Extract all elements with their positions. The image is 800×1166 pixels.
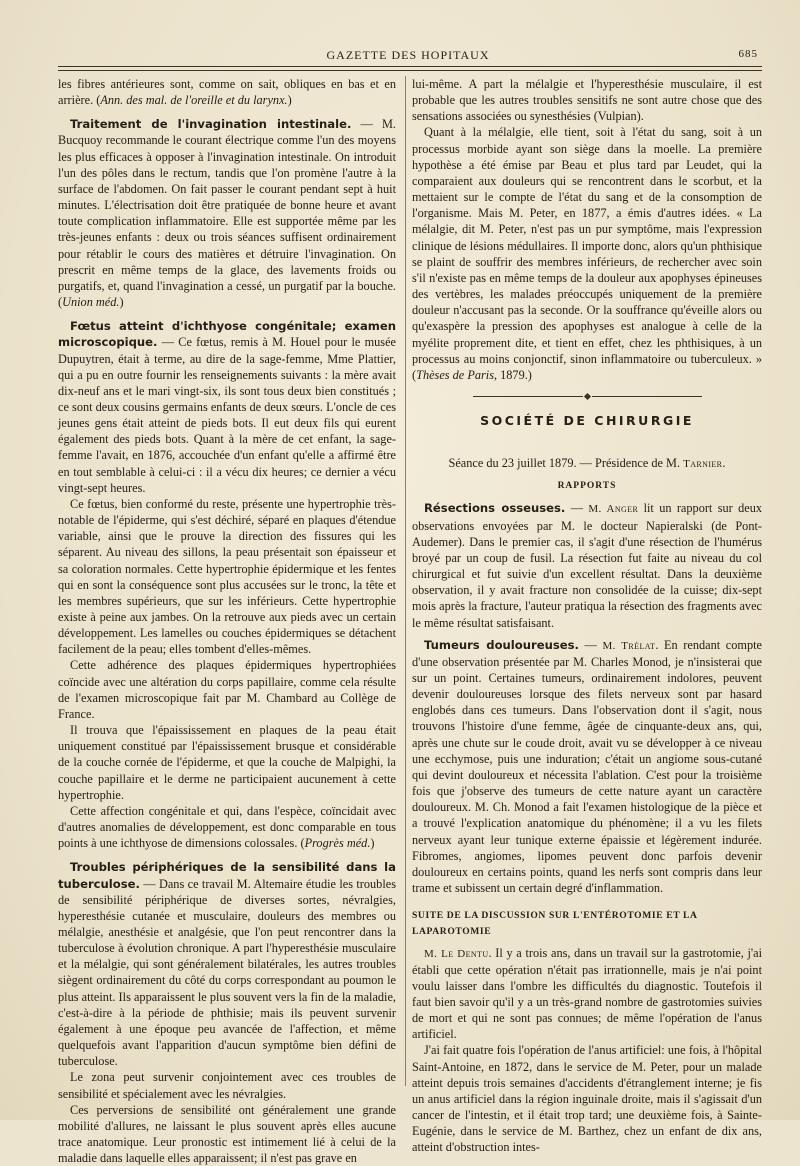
paragraph (412, 124, 762, 383)
president-name: Tarnier (683, 458, 723, 471)
paragraph: Ces perversions de sensibilité ont généralement une grande mobilité d'allures, ne laissant le plus souvent après elles aucune trace anatomique. Leur pronostic est intimement lié à celui de la maladie dans laquelle elles apparaissent; il n'est pas grave en (58, 1102, 396, 1166)
text: — (565, 501, 589, 516)
speaker-name: M. Trélat (602, 639, 656, 652)
paragraph: Il trouva que l'épaississement en plaques de la peau était uniquement constitué par l'épaississement brusque et considérable de la couche cornée de l'épiderme, et que la couche de Malpighi, la couche papillaire et le derme ne participaient aucunement à cette hypertrophie. (58, 723, 396, 802)
article-text: — Dans ce travail M. Altemaire étudie les troubles de sensibilité périphérique de diverses sortes, névralgies, hyperesthésie cutanée et musculaire, douleurs des membres ou mélalgie, anesthésie et analgésie, que l'on peut rencontrer dans la tuberculose à évolution chronique. A part l'hyperesthésie musculaire et la mélalgie, qui sont généralement bilatérales, les autres troubles siègent ordinairement du côté du corps correspondant au poumon le plus atteint. Ils apparaissent le plus souvent vers la fin de la maladie, c'est-à-dire à la période de phthisie; mais ils peuvent survenir également à une époque peu avancée de l'affection, et même quelquefois avant l'apparition d'aucun symptôme bien défini de tuberculose. (58, 876, 396, 1069)
rapport-resections (412, 500, 762, 630)
article-text: lit un rapport sur deux observations envoyées par M. le docteur Napieralski (de Pont-Audemer). Dans le premier cas, il s'agit d'une résection de l'humérus broyé par un coup de fusil. La résection fut faite au niveau du col chirurgical et fut suivie d'un excellent résultat. Dans la deuxième observation, il y avait fracture non consolidée de la cuisse; dix-sept mois après la fracture, l'auteur pratiqua la résection des fragments avec le même résultat satisfaisant. (412, 501, 762, 630)
speaker-name: M. Anger (588, 503, 639, 516)
article-heading: Troubles périphériques de la sensibilité dans la tuberculose. (58, 860, 396, 891)
article-troubles-sensibilite (58, 859, 396, 1069)
paragraph (58, 803, 396, 851)
article-heading: Fœtus atteint d'ichthyose congénitale; examen microscopique. (58, 319, 396, 350)
article-heading: Résections osseuses. (424, 501, 566, 516)
text: . (722, 456, 726, 471)
text: Séance du 23 juillet 1879. — Présidence de M. (448, 456, 684, 471)
article-text: — M. Bucquoy recommande le courant électrique comme l'un des moyens les plus efficaces à opposer à l'invagination intestinale. On introduit l'un des pôles dans le rectum, tandis que l'on promène l'autre à la surface de l'abdomen. On fait passer le courant pendant sept à huit minutes. L'électrisation doit être pratiquée de bonne heure et avant toute complication inflammatoire. Elle est supportée même par les très-jeunes enfants : deux ou trois séances suffisent ordinairement pour rétablir le cours des matières et détruire l'invagination. On prescrit en même temps de la glace, des lavements froids ou purgatifs, et, quand l'invagination a cessé, un purgatif par la bouche. ( (58, 117, 396, 310)
text: les fibres antérieures sont, comme on sait, obliques en bas et en arrière. ( (58, 77, 396, 108)
right-column (412, 76, 762, 1156)
page-number: 685 (738, 48, 758, 60)
paragraph-continuation: lui-même. A part la mélalgie et l'hyperesthésie musculaire, il est probable que les autres troubles sensitifs ne sont autre chose que des sensations associées ou synesthésies (Vulpian). (412, 77, 762, 124)
citation: Ann. des mal. de l'oreille et du larynx. (100, 93, 288, 108)
text: Cette affection congénitale et qui, dans l'espèce, coïncidait avec d'autres anomalies de développement, est donc comparable en tous points à une ichthyose de dimensions colossales. ( (58, 803, 396, 851)
citation: Thèses de Paris, (416, 367, 498, 382)
page-header (58, 48, 758, 64)
section-heading-societe: SOCIÉTÉ DE CHIRURGIE (480, 412, 694, 428)
article-heading: Tumeurs douloureuses. (424, 637, 579, 652)
citation: Union méd. (62, 295, 120, 310)
journal-title: GAZETTE DES HOPITAUX (326, 48, 490, 62)
paragraph: Le zona peut survenir conjointement avec ces troubles de sensibilité et spécialement avec les névralgies. (58, 1070, 396, 1101)
header-rule-thick (58, 70, 762, 71)
section-ornament (412, 387, 762, 395)
paragraph: Ce fœtus, bien conformé du reste, présente une hypertrophie très-notable de l'épiderme, qui s'est déchiré, séparé en plaques d'étendue variable, ainsi que le prouve la direction des fissures qui les séparent. Au niveau des sillons, la peau présentait son épaisseur et sa coloration normales. Cette hypertrophie épidermique et les fentes qui en sont la conséquence sont plus accusées sur le tronc, la tête et les membres supérieurs, que sur les inférieurs. Cette hypertrophie existe à peine aux jambes. On la retrouve aux pieds avec un certain développement. Les lamelles ou couches épidermiques se détachent facilement de la peau; elles tombent d'elles-mêmes. (58, 496, 396, 657)
article-text: . Il y a trois ans, dans un travail sur la gastrotomie, j'ai établi que cette opération n'était pas irrationnelle, mais je n'ai point voulu laisser dans l'ombre les difficultés du diagnostic. Toutefois il faut bien savoir qu'il y a un très-grand nombre de gastrotomies suivies de mort et qui ne sont pas connues; de même l'opération de l'anus artificiel. (412, 945, 762, 1042)
seance-line (412, 455, 762, 472)
text: Quant à la mélalgie, elle tient, soit à l'état du sang, soit à un processus morbide ayant son siège dans la moelle. La première hypothèse a été émise par Beau et plus tard par Leudet, qui la comparaient aux douleurs qui se rencontrent dans le scorbut, et la mettaient sur le compte de l'état du sang et de la consomption de l'organisme. Mais M. Peter, en 1877, a émis d'autres idées. « La mélalgie, dit M. Peter, n'est pas un pur symptôme, mais l'expression clinique de lésions médullaires. Il importe donc, alors qu'un phthisique se plaint de souffrir des membres inférieurs, de rechercher avec soin s'il n'existe pas en même temps de la douleur aux apophyses épineuses des vertèbres, les malades préoccupés uniquement de la première douleur n'accusant pas la seconde. Or la souffrance qu'éveille alors ou qu'exaspère la pression des apophyses est analogue à celle de la myélite proprement dite, et tient en effet, chez les phthisiques, à un processus au moins conjonctif, sinon inflammatoire ou tuberculeux. » ( (412, 125, 762, 382)
text: — (578, 637, 603, 652)
text: ) (119, 295, 124, 310)
subsection-heading-discussion: SUITE DE LA DISCUSSION SUR L'ENTÉROTOMIE ET LA LAPAROTOMIE (412, 910, 698, 938)
header-rule-thin (58, 66, 762, 67)
text: ) (287, 93, 292, 108)
discussion-le-dentu (412, 945, 762, 1043)
text: 1879.) (497, 367, 532, 382)
citation: Progrès méd. (304, 836, 371, 851)
paragraph: J'ai fait quatre fois l'opération de l'anus artificiel: une fois, à l'hôpital Saint-Antoine, en 1872, dans le service de M. Peter, pour un malade atteint depuis trois semaines d'accidents d'étranglement interne; je fis un anus artificiel dans la région inguinale droite, mais il s'agissait d'un cancer de l'intestin, et il était trop tard; une deuxième fois, à Sainte-Eugénie, dans le service de M. Barthez, chez un enfant de dix ans, atteint d'obstruction intes- (412, 1043, 762, 1155)
column-separator (405, 76, 406, 1086)
paragraph-continuation (58, 76, 396, 108)
speaker-name: M. Le Dentu (424, 947, 489, 960)
article-heading: Traitement de l'invagination intestinale. (70, 117, 352, 132)
article-ichthyose (58, 318, 396, 496)
left-column (58, 76, 396, 1166)
subsection-heading-rapports: RAPPORTS (557, 481, 617, 492)
paragraph: Cette adhérence des plaques épidermiques hypertrophiées coïncide avec une altération du corps papillaire, comme cela résulte de l'examen microscopique fait par M. Chambard au Collège de France. (58, 658, 396, 721)
article-text: — Ce fœtus, remis à M. Houel pour le musée Dupuytren, était à terme, au dire de la sage-femme, Mme Plattier, qui a pu en outre fournir les renseignements suivants : la mère avait dix-neuf ans et le mari vingt-six, ils sont tous deux bien constitués ; ce sont deux cousins germains enfants de deux sœurs. L'oncle de ces jeunes gens était atteint de pieds bots. Il eut deux fils qui eurent également des pieds bots. Quant à la mère de cet enfant, la sage-femme l'avait, en 1876, accouchée d'un enfant qu'elle a affirmé être en tout semblable à celui-ci : il a vécu dix heures; ce dernier a vécu vingt-sept heures. (58, 335, 396, 495)
article-invagination (58, 116, 396, 310)
article-text: . En rendant compte d'une observation présentée par M. Charles Monod, je n'insisterai que sur un point. Certaines tumeurs, ordinairement indolores, peuvent devenir douloureuses lorsque des filets nerveux sont par hasard englobés dans ces tumeurs. Dans l'observation dont il s'agit, nous trouvons l'histoire d'une femme, âgée de cinquante-deux ans, qui, après une chute sur le coude droit, avait vu se développer à ce niveau une ecchymose, puis une induration; c'était un angiome sous-cutané qui devint douloureux et nécessita l'ablation. C'est pour la troisième fois que j'observe des tumeurs de cette nature ayant un caractère douloureux. M. Ch. Monod a fait l'examen histologique de la pièce et a trouvé l'explication anatomique du phénomène; il a vu les filets nerveux ayant leur tunique externe épaissie et légèrement indurée. Fibromes, angiomes, lipomes peuvent donc parfois devenir douloureux en certains points, quand les nerfs sont compris dans leur trame et subissent un certain degré d'inflammation. (412, 637, 762, 896)
rapport-tumeurs (412, 637, 762, 897)
text: ) (370, 836, 375, 851)
